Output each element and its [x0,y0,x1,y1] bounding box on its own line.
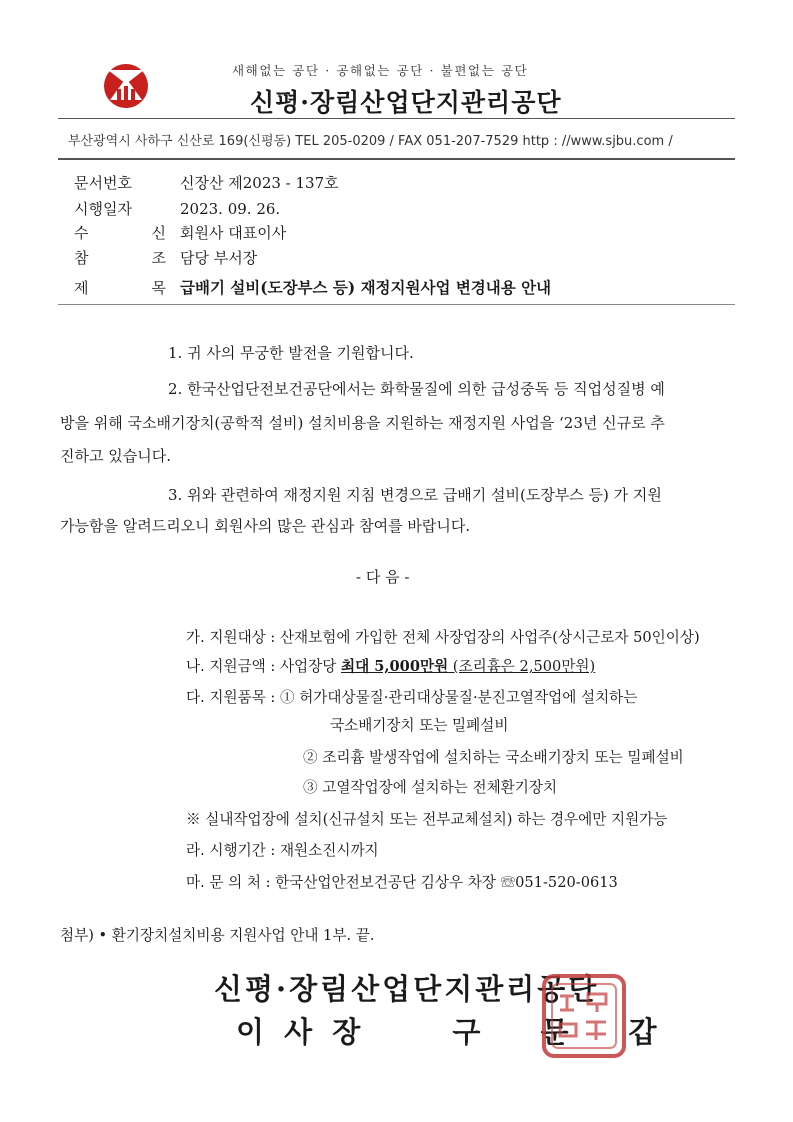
signature-char: 이 [236,1015,265,1049]
organization-address: 부산광역시 사하구 신산로 169(신평동) TEL 205-0209 / FAX 051-207-7529 http : //www.sjbu.com / [68,134,673,149]
detail-items-2: ② 조리흄 발생작업에 설치하는 국소배기장치 또는 밀폐설비 [303,749,684,766]
detail-contact: 마. 문 의 처 : 한국산업안전보건공단 김상우 차장 ☏051-520-0613 [186,874,618,891]
organization-logo-icon [100,62,152,110]
meta-value: 담당 부서장 [180,249,258,267]
slogan: 새해없는 공단 · 공해없는 공단 · 불편없는 공단 [232,63,529,78]
paragraph-2-line-2: 방을 위해 국소배기장치(공학적 설비) 설치비용을 지원하는 재정지원 사업을 ‘23년 신규로 추 [60,414,665,432]
meta-value: 신장산 제2023 - 137호 [180,174,339,192]
meta-reference [74,247,257,268]
detail-items-3: ③ 고열작업장에 설치하는 전체환기장치 [303,779,558,796]
meta-label: 참 조 [74,249,166,267]
meta-label: 제 목 [74,279,166,297]
detail-period: 라. 시행기간 : 재원소진시까지 [186,842,379,859]
meta-document-number [74,172,339,193]
organization-name-heading: 신평·장림산업단지관리공단 [250,88,562,117]
signature-char: 구 [452,1015,481,1049]
meta-value: 회원사 대표이사 [180,224,287,242]
meta-value: 2023. 09. 26. [180,200,281,218]
header-divider [58,118,735,119]
detail-note: ※ 실내작업장에 설치(신규설치 또는 전부교체설치) 하는 경우에만 지원가능 [186,811,668,828]
paragraph-2-line-1: 2. 한국산업단전보건공단에서는 화학물질에 의한 급성중독 등 직업성질병 예 [168,380,665,398]
separator-heading: - 다 음 - [356,568,410,586]
paragraph-3-line-2: 가능함을 알려드리오니 회원사의 많은 관심과 참여를 바랍니다. [60,517,471,535]
signature-organization: 신평·장림산업단지관리공단 [214,972,600,1006]
subject-title: 급배기 설비(도장부스 등) 재정지원사업 변경내용 안내 [180,278,552,297]
subject-divider [58,304,735,305]
detail-amount [186,655,595,676]
address-divider [58,158,735,160]
meta-label: 수 신 [74,224,166,242]
detail-items-1-cont: 국소배기장치 또는 밀폐설비 [330,717,509,734]
signature-char: 갑 [628,1015,657,1049]
amount-prefix: 나. 지원금액 : 사업장당 [186,658,341,675]
signature-char: 장 [332,1015,361,1049]
meta-subject [74,276,551,298]
amount-max: 최대 5,000만원 [341,658,449,675]
detail-target: 가. 지원대상 : 산재보험에 가입한 전체 사장업장의 사업주(상시근로자 50인이상) [186,629,700,646]
attachment-note: 첨부) • 환기장치설치비용 지원사업 안내 1부. 끝. [60,927,375,944]
paragraph-1: 1. 귀 사의 무궁한 발전을 기원합니다. [168,344,414,362]
signature-char: 문 [540,1015,569,1049]
meta-recipient [74,222,286,243]
amount-suffix: (조리흄은 2,500만원) [448,658,596,675]
meta-label: 시행일자 [74,200,132,218]
signature-char: 사 [284,1015,313,1049]
paragraph-2-line-3: 진하고 있습니다. [60,447,171,465]
official-seal-icon [540,972,628,1060]
meta-label: 문서번호 [74,174,132,192]
meta-issue-date [74,198,280,219]
detail-items-1: 다. 지원품목 : ① 허가대상물질·관리대상물질·분진고열작업에 설치하는 [186,689,638,706]
paragraph-3-line-1: 3. 위와 관련하여 재정지원 지침 변경으로 급배기 설비(도장부스 등) 가 지원 [168,486,662,504]
